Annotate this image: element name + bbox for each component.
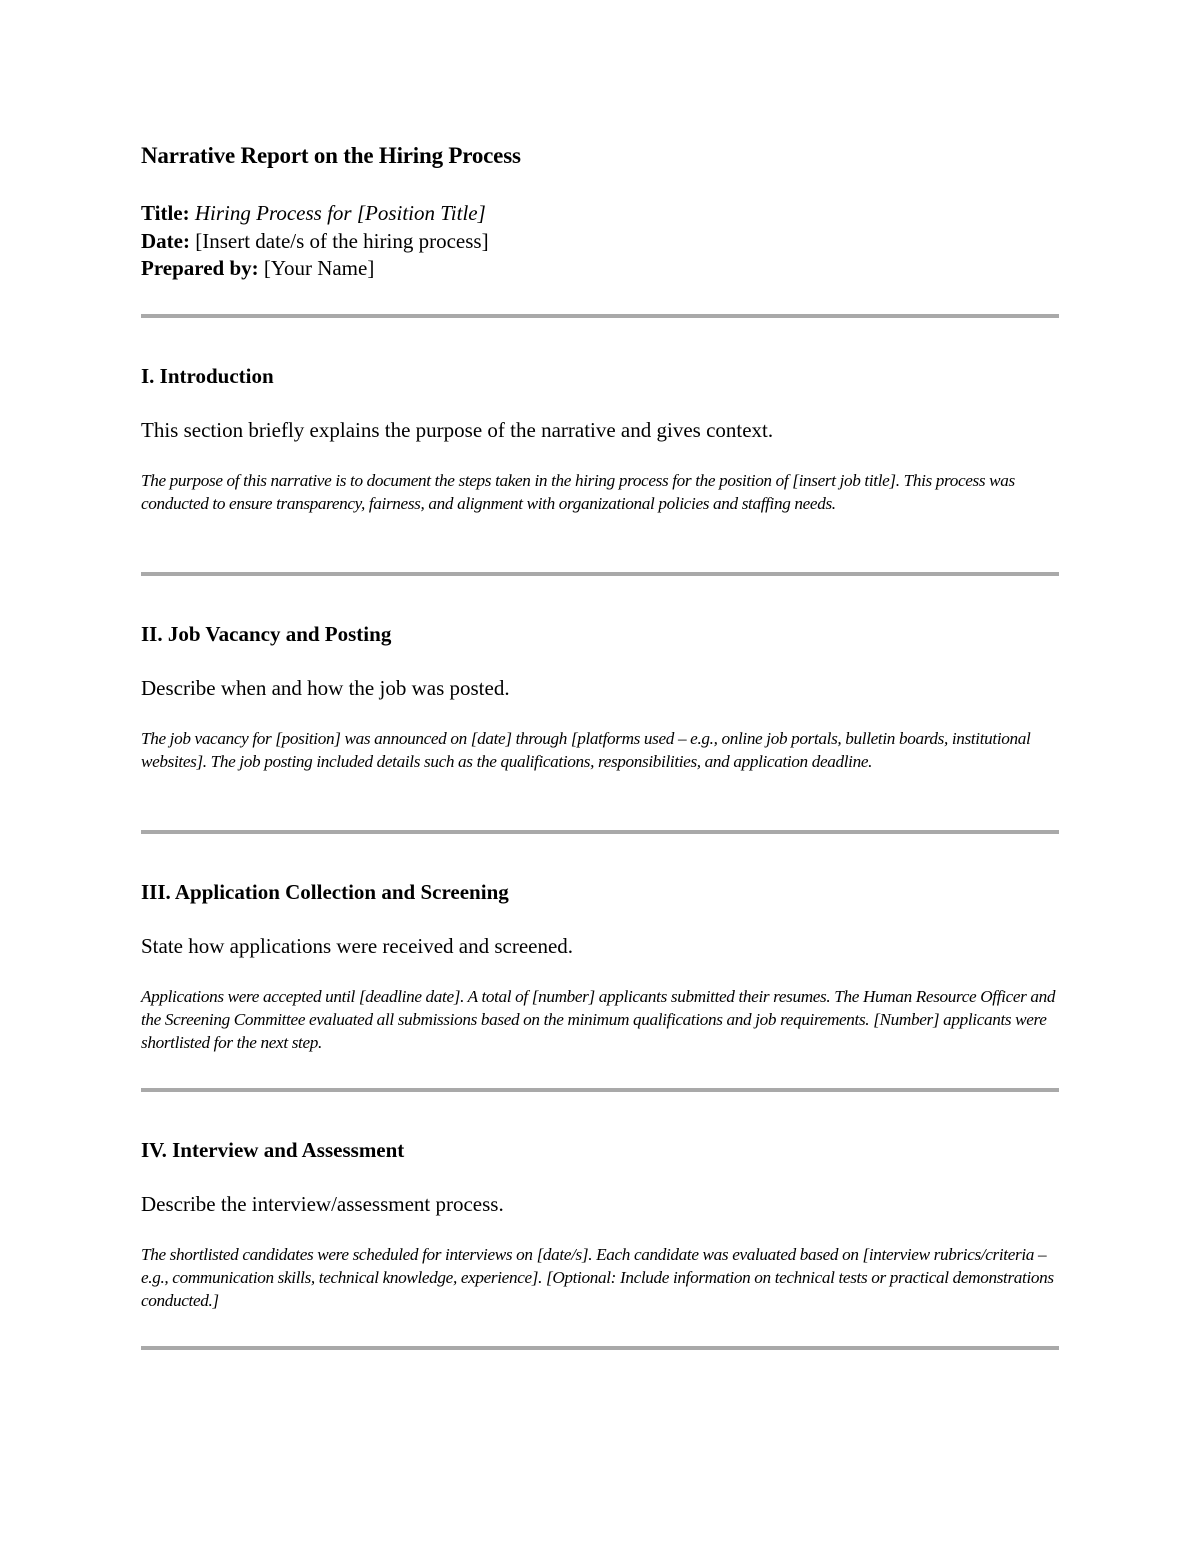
section-introduction	[141, 363, 1059, 515]
section-sample-text: The purpose of this narrative is to document the steps taken in the hiring process for the position of [insert job title]. This process was conducted to ensure transparency, fairness, and alignment with organizational policies and staffing needs.	[141, 471, 1015, 513]
section-application-screening	[141, 879, 1059, 1054]
section-instruction: Describe the interview/assessment process.	[141, 1192, 504, 1216]
section-divider	[141, 830, 1059, 834]
section-instruction: Describe when and how the job was posted.	[141, 676, 510, 700]
section-divider	[141, 314, 1059, 318]
meta-title-value: Hiring Process for [Position Title]	[194, 201, 486, 225]
meta-date-line	[141, 228, 489, 256]
section-divider	[141, 1346, 1059, 1350]
section-instruction: This section briefly explains the purpose of the narrative and gives context.	[141, 418, 774, 442]
section-interview-assessment	[141, 1137, 1059, 1312]
section-instruction: State how applications were received and screened.	[141, 934, 574, 958]
meta-date-label: Date:	[141, 228, 190, 253]
meta-prepared-label: Prepared by:	[141, 256, 259, 280]
section-heading: I. Introduction	[141, 364, 274, 388]
section-divider	[141, 572, 1059, 576]
section-heading: IV. Interview and Assessment	[141, 1138, 405, 1162]
section-sample-text: Applications were accepted until [deadline date]. A total of [number] applicants submitted their resumes. The Human Resource Officer and the Screening Committee evaluated all submissions based on the minimum qualifications and job requirements. [Number] applicants were shortlisted for the next step.	[141, 987, 1056, 1052]
section-sample-text: The shortlisted candidates were scheduled for interviews on [date/s]. Each candidate was evaluated based on [interview rubrics/criteria – e.g., communication skills, technical knowledge, experience]. [Optional: Include information on technical tests or practical demonstrations conducted.]	[141, 1245, 1054, 1310]
meta-prepared-line	[141, 255, 489, 283]
meta-title-line	[141, 200, 489, 228]
section-job-vacancy	[141, 621, 1059, 773]
meta-title-label: Title:	[141, 201, 190, 225]
document-title: Narrative Report on the Hiring Process	[141, 143, 521, 168]
meta-date-value: [Insert date/s of the hiring process]	[195, 228, 489, 253]
section-heading: III. Application Collection and Screening	[141, 880, 509, 904]
meta-prepared-value: [Your Name]	[263, 256, 375, 280]
document-meta	[141, 200, 489, 283]
section-sample-text: The job vacancy for [position] was announced on [date] through [platforms used – e.g., online job portals, bulletin boards, institutional websites]. The job posting included details such as the qualifications, responsibilities, and application deadline.	[141, 729, 1031, 771]
section-divider	[141, 1088, 1059, 1092]
section-heading: II. Job Vacancy and Posting	[141, 622, 392, 646]
